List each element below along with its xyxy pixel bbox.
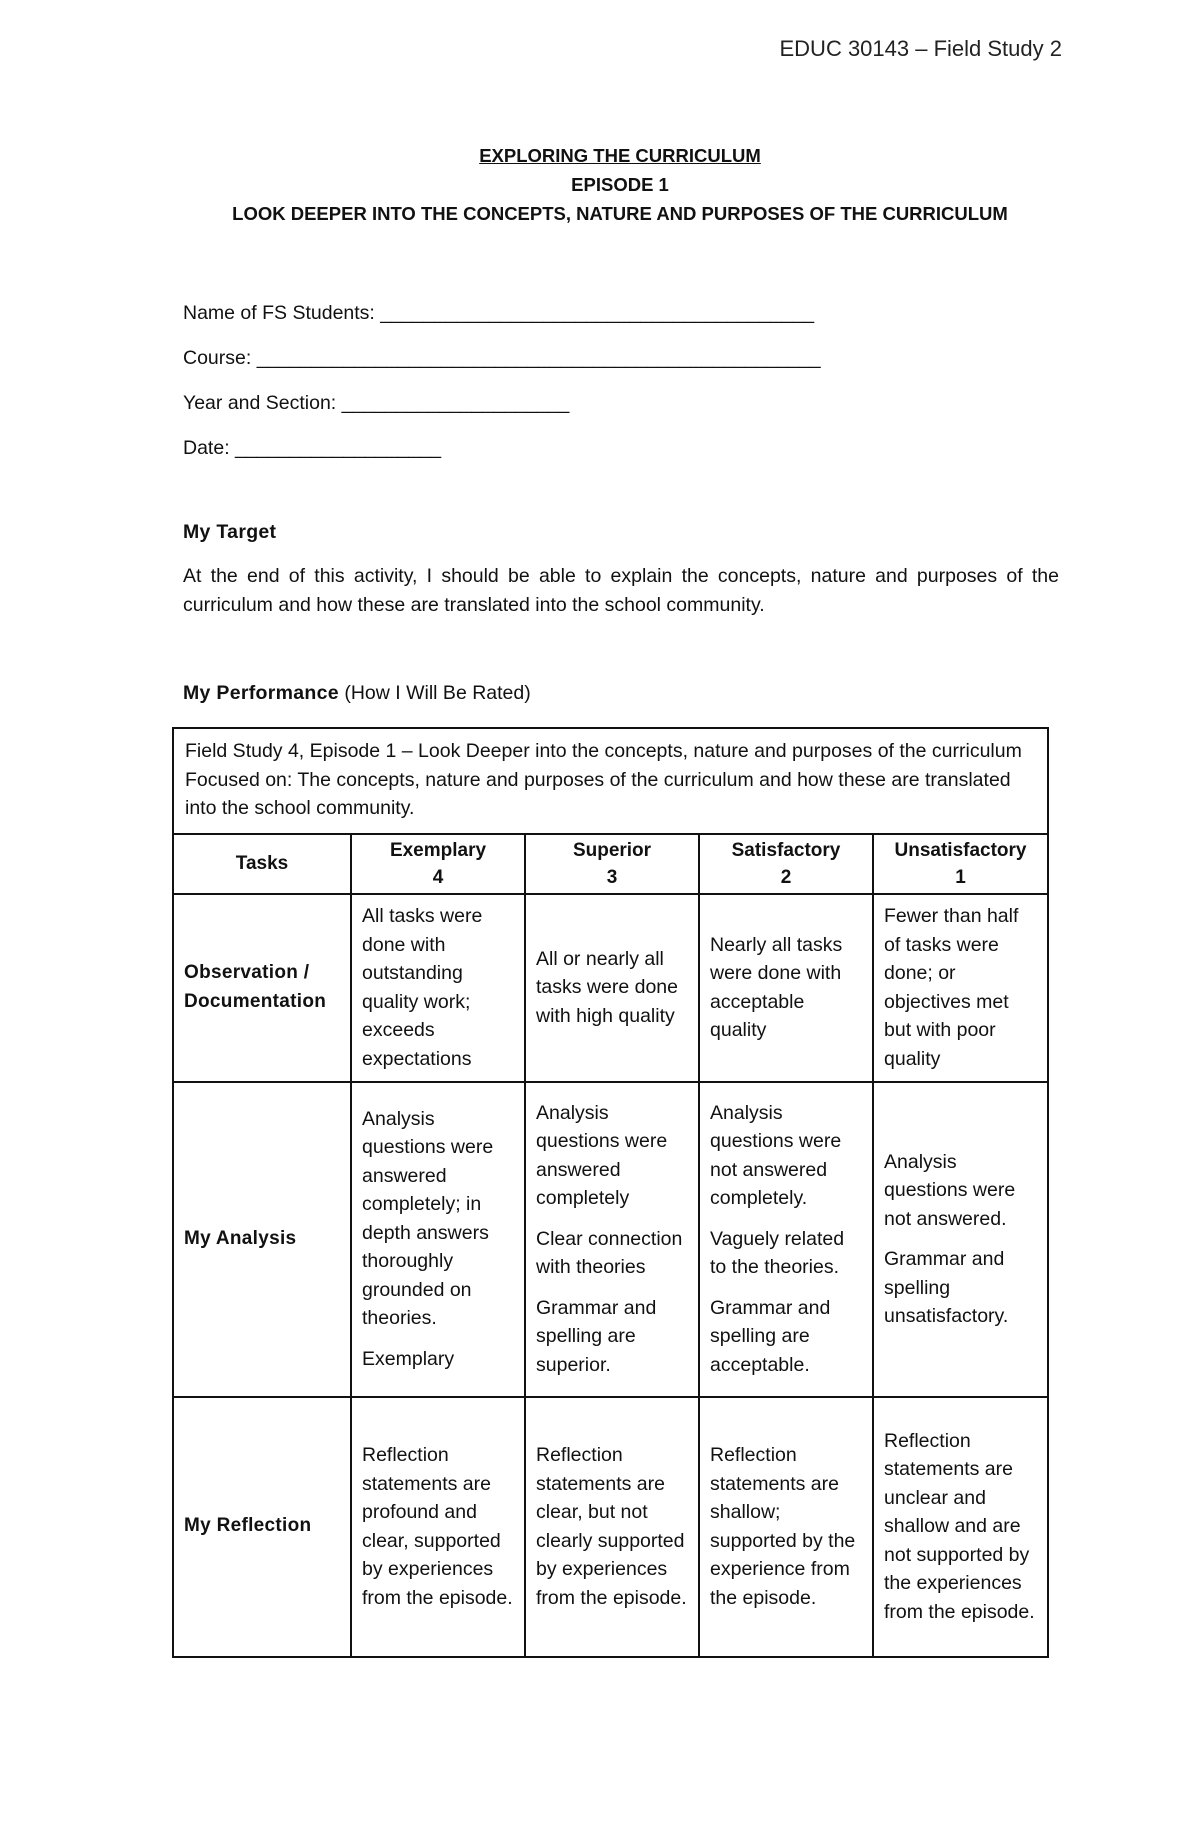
criteria-text: Vaguely related to the theories.: [710, 1227, 845, 1279]
criteria-text: Analysis questions were answered completely: [536, 1101, 668, 1210]
course-field[interactable]: Course: ____________________________________________________: [183, 347, 821, 369]
criteria-cell: [525, 1397, 699, 1657]
table-row: [173, 894, 1048, 1082]
header-label: Unsatisfactory: [894, 839, 1027, 861]
criteria-text: Reflection statements are profound and clear, supported by experiences from the episode.: [362, 1444, 513, 1609]
criteria-cell: [699, 1397, 873, 1657]
header-score: 3: [606, 866, 618, 888]
task-analysis: My Analysis: [173, 1082, 351, 1397]
rubric-intro-line1: Field Study 4, Episode 1 – Look Deeper into the concepts, nature and purposes of the curriculum: [185, 740, 1022, 762]
criteria-text: Grammar and spelling are acceptable.: [710, 1296, 831, 1376]
header-tasks: [173, 834, 351, 894]
table-row: [173, 1082, 1048, 1397]
table-row: [173, 1397, 1048, 1657]
criteria-cell: [351, 1397, 525, 1657]
criteria-text: All or nearly all tasks were done with high quality: [536, 947, 678, 1027]
criteria-cell: [525, 894, 699, 1082]
title-block: [0, 141, 1200, 228]
episode-title: LOOK DEEPER INTO THE CONCEPTS, NATURE AND PURPOSES OF THE CURRICULUM: [232, 203, 1008, 224]
criteria-text: Reflection statements are unclear and shallow and are not supported by the experiences from the episode.: [884, 1429, 1035, 1623]
header-superior: [525, 834, 699, 894]
date-field[interactable]: Date: ___________________: [183, 437, 442, 459]
header-unsatisfactory: [873, 834, 1048, 894]
criteria-cell: [351, 894, 525, 1082]
criteria-text: All tasks were done with outstanding quality work; exceeds expectations: [362, 905, 483, 1070]
criteria-cell: [873, 1082, 1048, 1397]
header-score: 4: [432, 866, 444, 888]
performance-subheading: (How I Will Be Rated): [344, 682, 531, 704]
criteria-text: Grammar and spelling are superior.: [536, 1296, 657, 1376]
criteria-text: Analysis questions were not answered.: [884, 1150, 1016, 1230]
rubric-header-row: [173, 834, 1048, 894]
target-text: At the end of this activity, I should be able to explain the concepts, nature and purposes of the curriculum and how these are translated into the school community.: [183, 565, 1059, 616]
criteria-cell: [351, 1082, 525, 1397]
criteria-text: Reflection statements are clear, but not clearly supported by experiences from the episode.: [536, 1444, 687, 1609]
header-satisfactory: [699, 834, 873, 894]
year-section-field[interactable]: Year and Section: _____________________: [183, 392, 570, 414]
header-label: Satisfactory: [731, 839, 841, 861]
header-tasks-label: Tasks: [235, 853, 289, 874]
rubric-intro: [173, 728, 1048, 834]
criteria-text: Fewer than half of tasks were done; or objectives met but with poor quality: [884, 905, 1019, 1070]
header-label: Exemplary: [389, 839, 487, 861]
header-exemplary: [351, 834, 525, 894]
criteria-text: Reflection statements are shallow; supported by the experience from the episode.: [710, 1444, 856, 1609]
criteria-cell: [873, 1397, 1048, 1657]
criteria-text: Exemplary: [362, 1347, 455, 1370]
criteria-text: Analysis questions were not answered completely.: [710, 1101, 842, 1210]
episode-label: EPISODE 1: [571, 174, 669, 195]
rubric-intro-line2: Focused on: The concepts, nature and purposes of the curriculum and how these are translated into the school community.: [185, 768, 1011, 819]
course-header: EDUC 30143 – Field Study 2: [779, 36, 1062, 61]
criteria-text: Analysis questions were answered completely; in depth answers thoroughly grounded on theories.: [362, 1107, 494, 1330]
criteria-text: Nearly all tasks were done with acceptable quality: [710, 933, 843, 1041]
task-observation: Observation / Documentation: [173, 894, 351, 1082]
target-heading: My Target: [183, 521, 277, 543]
header-label: Superior: [572, 839, 652, 861]
student-info-fields: [183, 298, 821, 478]
header-score: 2: [780, 866, 792, 888]
task-reflection: My Reflection: [173, 1397, 351, 1657]
criteria-text: Grammar and spelling unsatisfactory.: [884, 1248, 1009, 1327]
criteria-cell: [873, 894, 1048, 1082]
rubric-table: [172, 727, 1049, 1658]
performance-heading: [183, 682, 531, 705]
criteria-cell: [699, 1082, 873, 1397]
name-field[interactable]: Name of FS Students: ________________________________________: [183, 302, 815, 324]
document-title: EXPLORING THE CURRICULUM: [479, 145, 761, 166]
performance-heading-bold: My Performance: [183, 682, 339, 704]
header-score: 1: [955, 866, 966, 888]
criteria-cell: [699, 894, 873, 1082]
criteria-cell: [525, 1082, 699, 1397]
criteria-text: Clear connection with theories: [536, 1227, 683, 1279]
